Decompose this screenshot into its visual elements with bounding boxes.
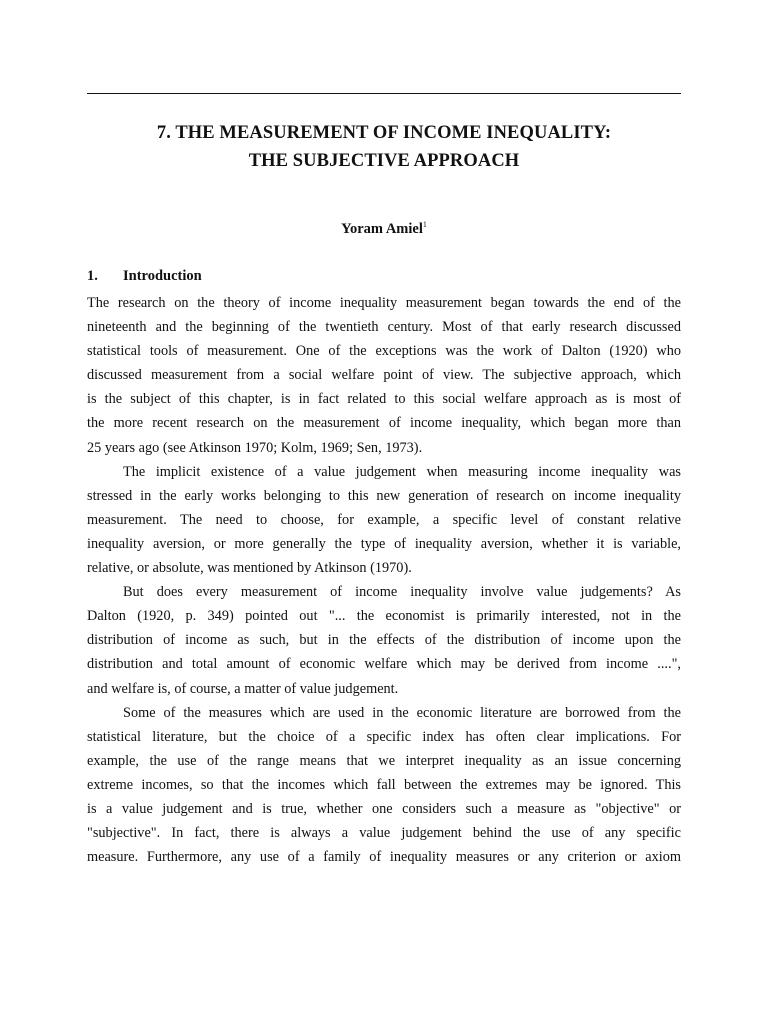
- author-name: Yoram Amiel: [341, 221, 423, 237]
- chapter-title-line-1: 7. THE MEASUREMENT OF INCOME INEQUALITY:: [156, 123, 612, 143]
- header-rule: [87, 93, 681, 94]
- text-line: extreme incomes, so that the incomes which fall between the extremes may be ignored. This: [87, 776, 681, 793]
- paragraph: [87, 701, 681, 870]
- text-line: and welfare is, of course, a matter of value judgement.: [87, 680, 399, 697]
- text-line: measurement. The need to choose, for example, a specific level of constant relative: [87, 511, 681, 528]
- section-number: 1.: [87, 268, 98, 284]
- text-line: Dalton (1920, p. 349) pointed out "... the economist is primarily interested, not in the: [87, 608, 681, 625]
- chapter-title-line-2: THE SUBJECTIVE APPROACH: [248, 151, 520, 171]
- paragraph: [87, 580, 681, 700]
- author-footnote-mark: 1: [422, 220, 427, 229]
- text-line: distribution and total amount of economic welfare which may be derived from income ....",: [87, 656, 681, 673]
- text-line: stressed in the early works belonging to this new generation of research on income inequality: [87, 487, 681, 504]
- paragraph: [87, 460, 681, 580]
- text-line: is a value judgement and is true, whether one considers such a measure as "objective" or: [87, 800, 681, 817]
- text-line: relative, or absolute, was mentioned by Atkinson (1970).: [87, 560, 412, 577]
- text-line: Some of the measures which are used in the economic literature are borrowed from the: [123, 704, 681, 721]
- text-line: The research on the theory of income inequality measurement began towards the end of the: [87, 295, 681, 311]
- text-line: But does every measurement of income inequality involve value judgements? As: [123, 584, 681, 601]
- text-line: statistical literature, but the choice of a specific index has often clear implications. For: [87, 728, 681, 745]
- text-line: distribution of income as such, but in the effects of the distribution of income upon the: [87, 632, 681, 649]
- text-line: discussed measurement from a social welfare point of view. The subjective approach, which: [87, 367, 681, 384]
- text-line: statistical tools of measurement. One of the exceptions was the work of Dalton (1920) who: [87, 343, 681, 360]
- text-line: "subjective". In fact, there is always a value judgement behind the use of any specific: [87, 825, 681, 842]
- paragraph: [87, 291, 681, 460]
- section-title: Introduction: [123, 268, 202, 284]
- author: [87, 220, 681, 238]
- text-line: nineteenth and the beginning of the twentieth century. Most of that early research discussed: [87, 319, 681, 336]
- text-line: example, the use of the range means that we interpret inequality as an issue concerning: [87, 752, 681, 769]
- text-line: inequality aversion, or more generally the type of inequality aversion, whether it is variable,: [87, 535, 681, 552]
- text-line: is the subject of this chapter, is in fact related to this social welfare approach as is most of: [87, 391, 681, 408]
- body-text: [87, 291, 681, 869]
- chapter-title: [87, 119, 681, 175]
- text-line: 25 years ago (see Atkinson 1970; Kolm, 1969; Sen, 1973).: [87, 439, 423, 456]
- section-heading: [87, 268, 202, 285]
- text-line: The implicit existence of a value judgement when measuring income inequality was: [123, 463, 681, 480]
- text-line: measure. Furthermore, any use of a family of inequality measures or any criterion or axiom: [87, 849, 681, 866]
- text-line: the more recent research on the measurement of income inequality, which began more than: [87, 415, 681, 432]
